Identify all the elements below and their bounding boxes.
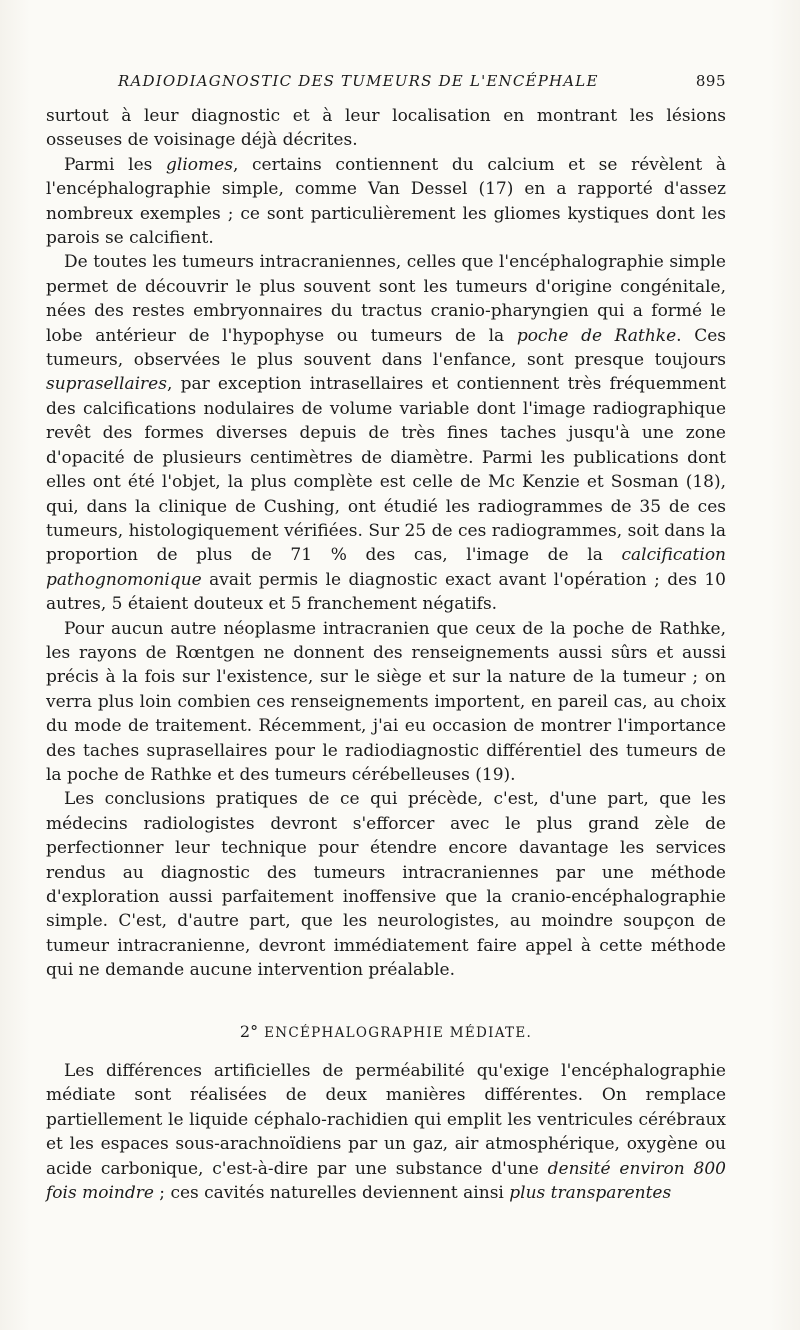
text-run: ; ces cavités naturelles deviennent ainsi [153,1183,510,1204]
paragraph-6 [46,1059,726,1205]
section-number: 2° [239,1021,259,1041]
emphasis-calcification: calcification pathognomonique [46,545,726,590]
paragraph-3 [46,250,726,616]
page-header [118,72,726,94]
text-run: Parmi les [64,154,167,175]
text-run: , certains contiennent du calcium et se révèlent à l'encéphalographie simple, comme Van Dessel (17) en a rapporté d'assez nombreux exemples ; ce sont particulièrement les gliomes kystiques dont les parois se calcifient. [46,154,726,249]
paragraph-5: Les conclusions pratiques de ce qui précède, c'est, d'une part, que les médecins radiologistes devront s'efforcer avec le plus grand zèle de perfectionner leur technique pour étendre encore davantage les services rendus au diagnostic des tumeurs intracraniennes par une méthode d'exploration aussi parfaitement inoffensive que la cranio-encéphalographie simple. C'est, d'autre part, que les neurologistes, au moindre soupçon de tumeur intracranienne, devront immédiatement faire appel à cette méthode qui ne demande aucune intervention préalable. [46,789,726,981]
paragraph-1: surtout à leur diagnostic et à leur localisation en montrant les lésions osseuses de voisinage déjà décrites. [46,106,726,151]
text-run: Les différences artificielles de perméabilité qu'exige l'encéphalographie médiate sont réalisées de deux manières différentes. On remplace partiellement le liquide céphalo-rachidien qui emplit les ventricules cérébraux et les espaces sous-arachnoïdiens par un gaz, air atmosphérique, oxygène ou acide carbonique, c'est-à-dire par une substance d'une [46,1061,726,1179]
body-text [46,104,726,1205]
running-title: RADIODIAGNOSTIC DES TUMEURS DE L'ENCÉPHALE [118,72,599,90]
text-run: , par exception intrasellaires et contiennent très fréquemment des calcifications nodulaires de volume variable dont l'image radiographique revêt des formes diverses depuis de très fines taches jusqu'à une zone d'opacité de plusieurs centimètres de diamètre. Parmi les publications dont elles ont été l'objet, la plus complète est celle de Mc Kenzie et Sosman (18), qui, dans la clinique de Cushing, ont étudié les radiogrammes de 35 de ces tumeurs, histologiquement vérifiées. Sur 25 de ces radiogrammes, soit dans la proportion de plus de 71 % des cas, l'image de la [46,374,726,566]
paragraph-4: Pour aucun autre néoplasme intracranien que ceux de la poche de Rathke, les rayons de Rœntgen ne donnent des renseignements aussi sûrs et aussi précis à la fois sur l'existence, sur le siège et sur la nature de la tumeur ; on verra plus loin combien ces renseignements importent, en pareil cas, au choix du mode de traitement. Récemment, j'ai eu occasion de montrer l'importance des taches suprasellaires pour le radiodiagnostic différentiel des tumeurs de la poche de Rathke et des tumeurs cérébelleuses (19). [46,618,726,785]
text-run: avait permis le diagnostic exact avant l'opération ; des 10 autres, 5 étaient douteux et 5 franchement négatifs. [46,569,726,615]
text-run: De toutes les tumeurs intracraniennes, celles que l'encéphalographie simple permet de découvrir le plus souvent sont les tumeurs d'origine congénitale, nées des restes embryonnaires du tractus cranio-pharyngien qui a formé le lobe antérieur de l'hypophyse ou tumeurs de la [46,252,726,346]
paragraph-2 [46,153,726,251]
page-number: 895 [695,72,726,90]
section-heading [46,1020,726,1045]
section-title: ENCÉPHALOGRAPHIE MÉDIATE. [264,1024,533,1041]
text-run: . Ces tumeurs, observées le plus souvent dans l'enfance, sont presque toujours [46,325,726,371]
emphasis-suprasellaires: suprasellaires [46,374,167,395]
emphasis-densite: densité environ 800 fois moindre [46,1158,726,1204]
emphasis-poche-de-rathke: poche de Rathke [516,325,677,346]
emphasis-transparentes: plus transparentes [509,1183,672,1204]
emphasis-gliomes: gliomes [166,154,233,175]
